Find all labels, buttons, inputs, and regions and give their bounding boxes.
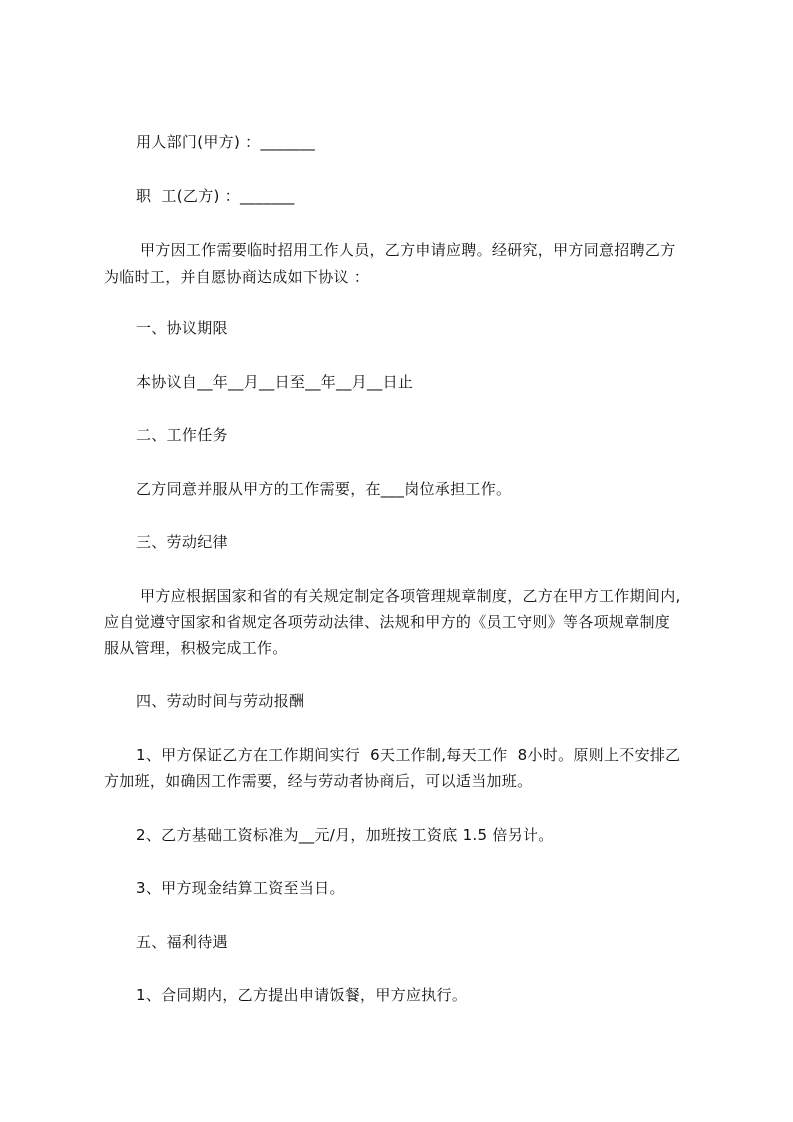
employee-line: 职 工(乙方) ：_______ — [136, 187, 295, 205]
section-4-item-1-line-1: 1、甲方保证乙方在工作期间实行 6天工作制,每天工作 8小时。原则上不安排乙 — [136, 746, 681, 764]
section-3-line-3: 服从管理，积极完成工作。 — [104, 639, 288, 657]
section-5-heading: 五、福利待遇 — [136, 933, 228, 951]
employer-line: 用人部门(甲方) ：_______ — [136, 133, 316, 151]
section-2-body: 乙方同意并服从甲方的工作需要，在___岗位承担工作。 — [136, 480, 512, 498]
section-5-item-1: 1、合同期内，乙方提出申请饭餐，甲方应执行。 — [136, 986, 468, 1004]
section-1-heading: 一、协议期限 — [136, 319, 228, 337]
section-2-heading: 二、工作任务 — [136, 426, 228, 444]
section-3-heading: 三、劳动纪律 — [136, 533, 228, 551]
section-4-heading: 四、劳动时间与劳动报酬 — [136, 692, 305, 710]
intro-line-2: 为临时工，并自愿协商达成如下协议 ： — [104, 268, 370, 286]
intro-line-1: 甲方因工作需要临时招用工作人员，乙方申请应聘。经研究，甲方同意招聘乙方 — [140, 241, 676, 259]
section-3-line-1: 甲方应根据国家和省的有关规定制定各项管理规章制度，乙方在甲方工作期间内, — [140, 587, 681, 605]
section-4-item-3: 3、甲方现金结算工资至当日。 — [136, 879, 345, 897]
section-1-body: 本协议自__年__月__日至__年__月__日止 — [136, 373, 414, 391]
section-3-line-2: 应自觉遵守国家和省规定各项劳动法律、法规和甲方的《员工守则》等各项规章制度 — [104, 613, 671, 631]
section-4-item-1-line-2: 方加班，如确因工作需要，经与劳动者协商后，可以适当加班。 — [104, 772, 533, 790]
section-4-item-2: 2、乙方基础工资标准为__元/月，加班按工资底 1.5 倍另计。 — [136, 826, 554, 844]
